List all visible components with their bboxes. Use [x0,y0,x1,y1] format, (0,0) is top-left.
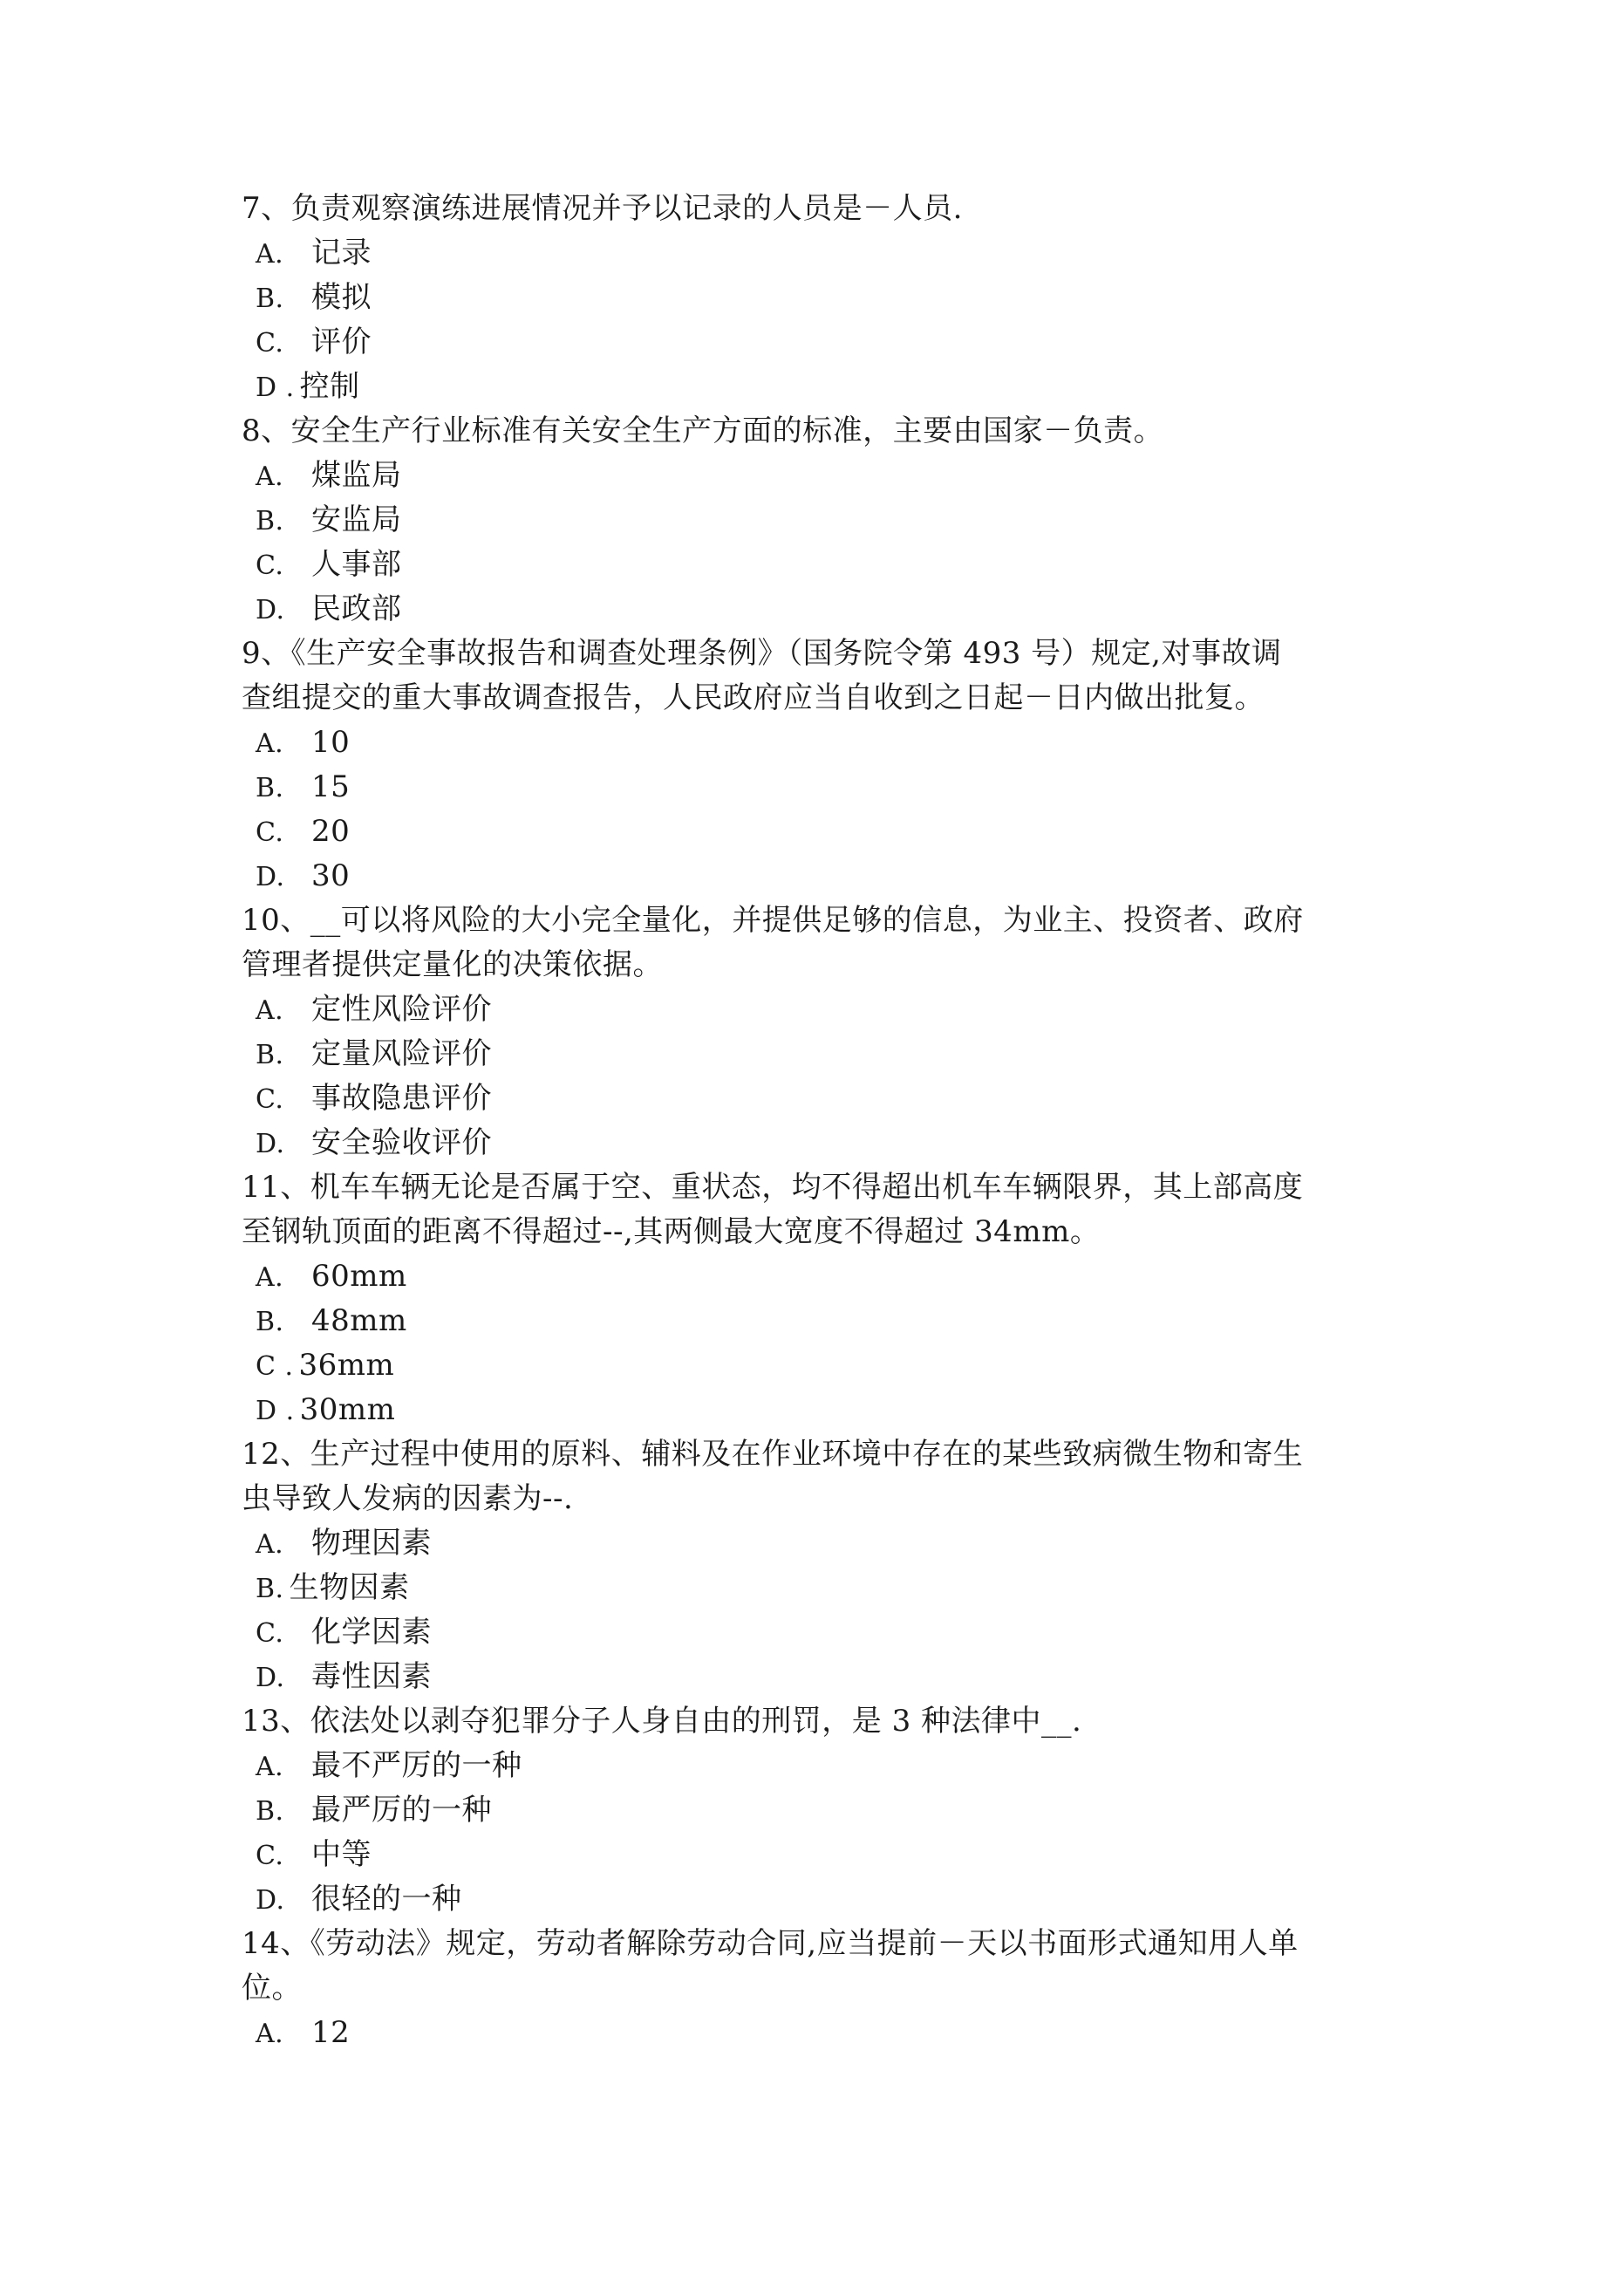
option-text: 定性风险评价 [311,992,492,1027]
question-text: 管理者提供定量化的决策依据。 [242,947,663,982]
option-text: 毒性因素 [311,1659,432,1694]
option-text: 30mm [299,1392,396,1427]
answer-option [242,587,1410,632]
option-text: 人事部 [311,547,402,582]
option-text: 民政部 [311,591,402,626]
option-text: 模拟 [311,280,372,315]
answer-option [242,320,1410,365]
option-text: 最不严厉的一种 [311,1748,522,1783]
option-text: 事故隐患评价 [311,1081,492,1116]
option-letter: B. [256,1307,284,1337]
option-text: 15 [311,769,351,804]
question-text: 至钢轨顶面的距离不得超过--,其两侧最大宽度不得超过 34mm。 [242,1214,1101,1249]
option-text: 安监局 [311,502,402,537]
question-text: 12、生产过程中使用的原料、辅料及在作业环境中存在的某些致病微生物和寄生 [242,1437,1304,1472]
option-text: 10 [311,725,351,760]
option-text: 最严厉的一种 [311,1793,492,1828]
question-text: 11、机车车辆无论是否属于空、重状态，均不得超出机车车辆限界，其上部高度 [242,1170,1304,1205]
option-text: 生物因素 [289,1570,410,1605]
answer-option [242,1299,1410,1343]
option-letter: C. [256,1841,284,1871]
option-text: 30 [311,858,351,893]
option-text: 中等 [311,1837,372,1872]
option-text: 36mm [298,1348,395,1383]
answer-option [242,1343,1410,1388]
option-letter: D . [256,372,295,403]
option-text: 煤监局 [311,458,402,493]
question-block [242,1699,1410,1922]
option-letter: A. [256,1752,284,1782]
option-letter: B. [256,1796,284,1827]
option-text: 48mm [311,1303,407,1338]
option-text: 评价 [311,325,372,359]
answer-option [242,810,1410,854]
answer-option [242,765,1410,810]
option-letter: A. [256,239,284,270]
option-letter: C. [256,817,284,848]
answer-option [242,365,1410,409]
answer-option [242,1877,1410,1922]
question-block [242,1432,1410,1699]
answer-option [242,1566,1410,1610]
answer-option [242,276,1410,320]
option-text: 12 [311,2015,351,2050]
option-text: 物理因素 [311,1526,432,1561]
option-letter: B. [256,1040,284,1070]
option-letter: A. [256,461,284,492]
question-block [242,899,1410,1165]
option-letter: C. [256,550,284,581]
question-block [242,1922,1410,2055]
answer-option [242,1833,1410,1877]
question-block [242,632,1410,899]
answer-option [242,1254,1410,1299]
option-text: 记录 [311,236,372,270]
option-letter: B. [256,773,284,803]
answer-option [242,543,1410,587]
option-text: 安全验收评价 [311,1125,492,1160]
option-letter: A. [256,728,284,759]
option-letter: D. [256,1663,285,1693]
option-text: 60mm [311,1259,407,1294]
question-block [242,409,1410,632]
answer-option [242,1032,1410,1076]
question-text: 13、依法处以剥夺犯罪分子人身自由的刑罚，是 3 种法律中__. [242,1704,1082,1739]
answer-option [242,721,1410,765]
option-letter: B. [256,284,284,314]
option-letter: A. [256,2019,284,2049]
question-list [242,187,1410,2055]
question-text: 14、《劳动法》规定，劳动者解除劳动合同,应当提前－天以书面形式通知用人单 [242,1926,1299,1961]
option-letter: C. [256,1084,284,1115]
question-text: 7、负责观察演练进展情况并予以记录的人员是－人员. [242,191,963,226]
answer-option [242,498,1410,543]
question-text: 10、__可以将风险的大小完全量化，并提供足够的信息，为业主、投资者、政府 [242,903,1304,938]
option-letter: C . [256,1351,294,1382]
answer-option [242,854,1410,899]
option-text: 化学因素 [311,1615,432,1650]
option-letter: D. [256,1129,285,1159]
option-letter: B. [256,1574,284,1604]
question-text: 8、安全生产行业标准有关安全生产方面的标准，主要由国家－负责。 [242,413,1164,448]
option-letter: D. [256,1885,285,1916]
option-letter: A. [256,1262,284,1293]
option-letter: D. [256,595,285,625]
answer-option [242,2011,1410,2055]
answer-option [242,1788,1410,1833]
answer-option [242,1121,1410,1165]
option-letter: D. [256,862,285,892]
answer-option [242,987,1410,1032]
question-text: 位。 [242,1971,302,2006]
answer-option [242,1744,1410,1788]
option-text: 控制 [299,369,360,404]
option-text: 很轻的一种 [311,1882,462,1917]
question-block [242,187,1410,409]
answer-option [242,454,1410,498]
option-letter: C. [256,1618,284,1649]
answer-option [242,1521,1410,1566]
answer-option [242,1388,1410,1432]
option-letter: C. [256,328,284,359]
answer-option [242,1610,1410,1655]
option-text: 20 [311,814,351,849]
question-text: 虫导致人发病的因素为--. [242,1481,574,1516]
option-letter: D . [256,1396,295,1426]
question-text: 查组提交的重大事故调查报告，人民政府应当自收到之日起－日内做出批复。 [242,680,1265,715]
question-text: 9、《生产安全事故报告和调查处理条例》（国务院令第 493 号）规定,对事故调 [242,636,1282,671]
question-block [242,1165,1410,1432]
answer-option [242,1655,1410,1699]
option-letter: B. [256,506,284,536]
answer-option [242,231,1410,276]
option-letter: A. [256,1529,284,1560]
answer-option [242,1076,1410,1121]
option-letter: A. [256,995,284,1026]
option-text: 定量风险评价 [311,1036,492,1071]
